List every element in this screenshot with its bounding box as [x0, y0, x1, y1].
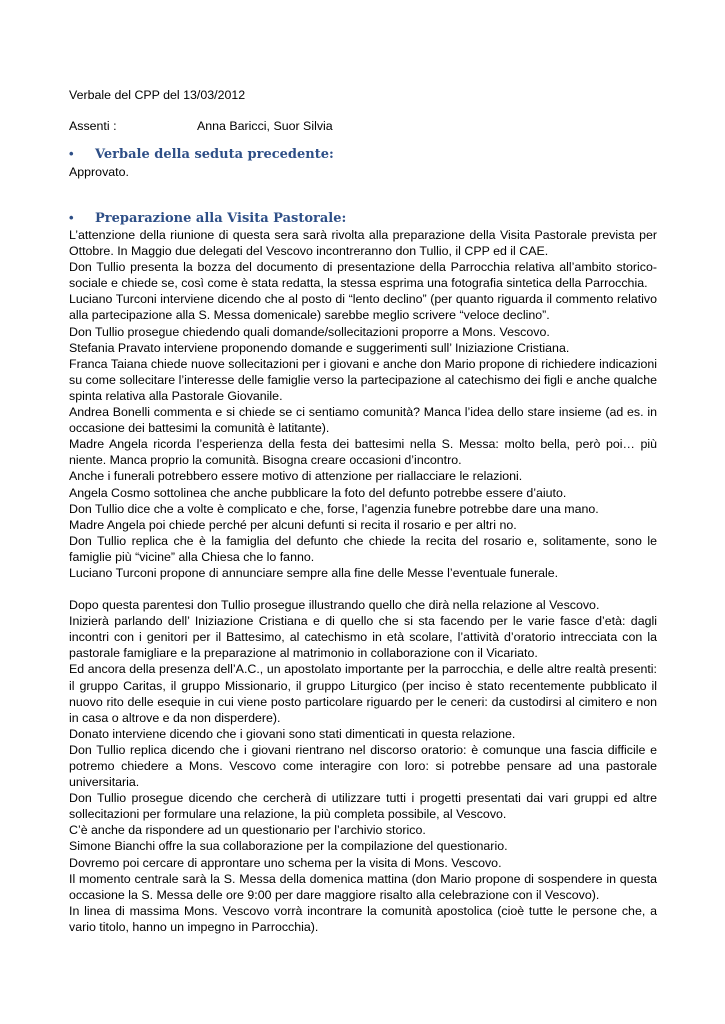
section-heading-previous-session: [69, 145, 334, 164]
paragraph: Anche i funerali potrebbero essere motivo di attenzione per riallacciare le relazioni.: [69, 469, 523, 484]
paragraph: C’è anche da rispondere ad un questionario per l’archivio storico.: [69, 823, 426, 838]
paragraph: Don Tullio prosegue dicendo che cercherà di utilizzare tutti i progetti presentati dai vari gruppi ed altre sollecitazioni per formulare una relazione, la più completa possibile, al Vescovo.: [69, 791, 657, 822]
paragraph: Inizierà parlando dell’ Iniziazione Cristiana e di quello che si sta facendo per le varie fasce d’età: dagli incontri con i genitori per il Battesimo, al catechismo in età scolare, l’attività d’oratorio intrecciata con la pastorale famigliare e la preparazione al matrimonio in collaborazione con il Vicariato.: [69, 614, 657, 661]
section-heading-pastoral-visit: [69, 209, 346, 228]
paragraph: Luciano Turconi propone di annunciare sempre alla fine delle Messe l’eventuale funerale.: [69, 565, 559, 580]
paragraph: Ed ancora della presenza dell’A.C., un apostolato importante per la parrocchia, e delle altre realtà presenti: il gruppo Caritas, il gruppo Missionario, il gruppo Liturgico (per inciso è stato recentemente pubblicato il nuovo rito delle esequie in cui viene posto particolare riguardo per le ceneri: da custodirsi al cimitero e non in casa o altrove e da non disperdere).: [69, 662, 657, 725]
paragraph: Simone Bianchi offre la sua collaborazione per la compilazione del questionario.: [69, 839, 508, 854]
approved-text: Approvato.: [69, 165, 129, 179]
paragraph: Luciano Turconi interviene dicendo che al posto di “lento declino” (per quanto riguarda il commento relativo alla partecipazione alla S. Messa domenicale) sarebbe meglio scrivere “veloce declino”.: [69, 292, 657, 323]
absent-names: Anna Baricci, Suor Silvia: [197, 119, 333, 133]
paragraph: Franca Taiana chiede nuove sollecitazioni per i giovani e anche don Mario propone di richiedere indicazioni su come sollecitare l’interesse delle famiglie verso la partecipazione al catechismo dei figli e anche qualche spinta relativa alla Pastorale Giovanile.: [69, 356, 657, 403]
section-heading-text: Verbale della seduta precedente:: [95, 147, 334, 162]
paragraph: Don Tullio prosegue chiedendo quali domande/sollecitazioni proporre a Mons. Vescovo.: [69, 324, 550, 339]
paragraph: L’attenzione della riunione di questa sera sarà rivolta alla preparazione della Visita Pastorale prevista per Ottobre. In Maggio due delegati del Vescovo incontreranno don Tullio, il CPP ed il CAE.: [69, 228, 657, 259]
paragraph: Don Tullio replica che è la famiglia del defunto che chiede la recita del rosario e, solitamente, sono le famiglie più “vicine” alla Chiesa che lo fanno.: [69, 533, 657, 564]
paragraph: Il momento centrale sarà la S. Messa della domenica mattina (don Mario propone di sospendere in questa occasione la S. Messa delle ore 9:00 per dare maggiore risalto alla celebrazione con il Vescovo).: [69, 871, 657, 902]
absent-line: [69, 118, 333, 134]
bullet-icon: •: [69, 146, 74, 161]
paragraph: Dovremo poi cercare di approntare uno schema per la visita di Mons. Vescovo.: [69, 855, 502, 870]
section-heading-text: Preparazione alla Visita Pastorale:: [95, 211, 347, 226]
paragraph: Madre Angela poi chiede perché per alcuni defunti si recita il rosario e per altri no.: [69, 517, 517, 532]
paragraph: Madre Angela ricorda l’esperienza della festa dei battesimi nella S. Messa: molto bella, però poi… più niente. Manca proprio la comunità. Bisogna creare occasioni d’incontro.: [69, 437, 657, 468]
paragraph: Stefania Pravato interviene proponendo domande e suggerimenti sull’ Iniziazione Cristiana.: [69, 340, 570, 355]
paragraph: Don Tullio replica dicendo che i giovani rientrano nel discorso oratorio: è comunque una fascia difficile e potremo chiedere a Mons. Vescovo come interagire con loro: si potrebbe pensare ad una pastorale universitaria.: [69, 742, 657, 790]
paragraph: Dopo questa parentesi don Tullio prosegue illustrando quello che dirà nella relazione al Vescovo.: [69, 598, 600, 613]
document-title: Verbale del CPP del 13/03/2012: [69, 88, 246, 102]
section-body: [69, 227, 657, 935]
paragraph: Don Tullio dice che a volte è complicato e che, forse, l’agenzia funebre potrebbe dare una mano.: [69, 501, 599, 516]
paragraph: Andrea Bonelli commenta e si chiede se ci sentiamo comunità? Manca l’idea dello stare insieme (ad es. in occasione dei battesimi la comunità è latitante).: [69, 405, 657, 436]
paragraph-spacer: [69, 581, 657, 597]
paragraph: Donato interviene dicendo che i giovani sono stati dimenticati in questa relazione.: [69, 726, 516, 741]
paragraph: In linea di massima Mons. Vescovo vorrà incontrare la comunità apostolica (cioè tutte le persone che, a vario titolo, hanno un impegno in Parrocchia).: [69, 903, 657, 934]
absent-label: Assenti :: [69, 119, 117, 133]
bullet-icon: •: [69, 210, 74, 225]
paragraph: Angela Cosmo sottolinea che anche pubblicare la foto del defunto potrebbe essere d’aiuto.: [69, 485, 567, 500]
paragraph: Don Tullio presenta la bozza del documento di presentazione della Parrocchia relativa all’ambito storico-sociale e chiede se, così come è stata redatta, la stessa esprima una fotografia sintetica della Parrocchia.: [69, 260, 657, 291]
